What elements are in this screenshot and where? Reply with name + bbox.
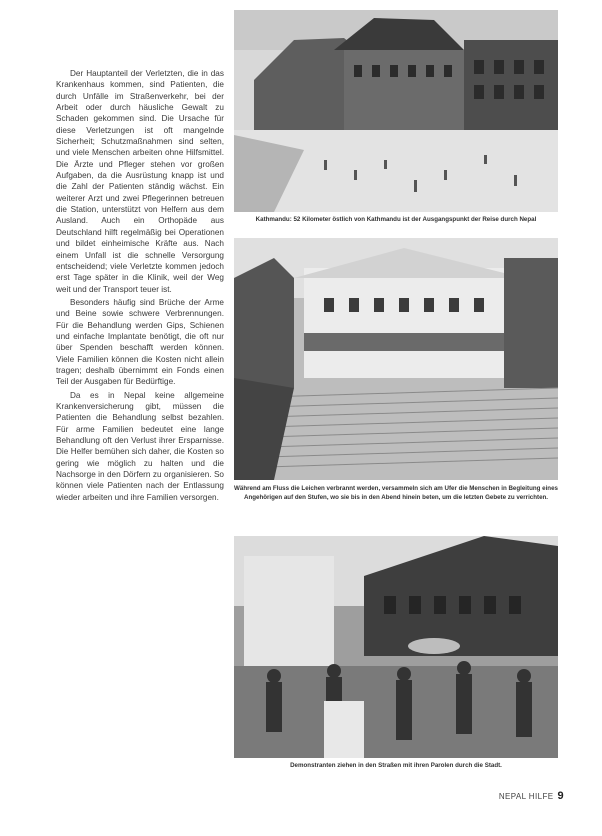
photo-ghats [234, 238, 558, 480]
photo-caption: Kathmandu: 52 Kilometer östlich von Kathmandu ist der Ausgangspunkt der Reise durch Nepal [255, 216, 537, 223]
article-paragraph: Besonders häufig sind Brüche der Arme und Beine sowie schwere Verbrennungen. Für die Behandlung werden Gips, Schienen und einfache Implantate benötigt, die oft nur über Spenden beschafft werden können. Viele Familien können die Kosten nicht allein tragen; deshalb übernimmt ein Fonds einen Teil der Ausgaben für Bedürftige. [56, 297, 224, 387]
photo-caption: Demonstranten ziehen in den Straßen mit ihren Parolen durch die Stadt. [290, 762, 502, 769]
article-column [56, 68, 224, 503]
article-paragraph: Der Hauptanteil der Verletzten, die in das Krankenhaus kommen, sind Patienten, die durch Unfälle im Straßenverkehr, bei der Arbeit oder durch häusliche Gewalt zu Schaden gekommen sind. Die Ursache für diese Verletzungen ist oft mangelnde Sicherheit; Schutzmaßnahmen sind selten, und viele Menschen arbeiten ohne Hilfsmittel. Die Ärzte und Pfleger stehen vor großen Aufgaben, da die Ausrüstung knapp ist und die Zahl der Patienten ständig wächst. Ein weiterer Arzt und zwei Pflegerinnen betreuen die Station, unterstützt von Helfern aus dem Ausland. Auch ein Orthopäde aus Deutschland hilft regelmäßig bei Operationen und bildet einheimische Kräfte aus. Nach einem Unfall ist die schnelle Versorgung entscheidend; viele Verletzte kommen jedoch erst Tage später in die Klinik, weil der Weg weit und der Transport teuer ist. [56, 69, 224, 294]
footer-label: NEPAL HILFE [498, 792, 554, 801]
photo-caption: Während am Fluss die Leichen verbrannt werden, versammeln sich am Ufer die Menschen in Begleitung eines Angehörigen auf den Stufen, wo sie bis in den Abend hinein beten, um die letzten Gebete zu verrichten. [234, 485, 558, 501]
photo-demonstration [234, 536, 558, 758]
page-number: 9 [557, 790, 564, 802]
article-paragraph: Da es in Nepal keine allgemeine Krankenversicherung gibt, müssen die Patienten die Behandlung selbst bezahlen. Für arme Familien bedeutet eine lange Behandlung oft den Verlust ihrer Ersparnisse. Die Helfer bemühen sich daher, die Kosten so gering wie möglich zu halten und die Nachsorge in den Dörfern zu organisieren. So können viele Patienten nach der Entlassung wieder arbeiten und ihre Familien versorgen. [56, 390, 224, 502]
photo-temple-square [234, 10, 558, 212]
page-footer [499, 790, 564, 802]
